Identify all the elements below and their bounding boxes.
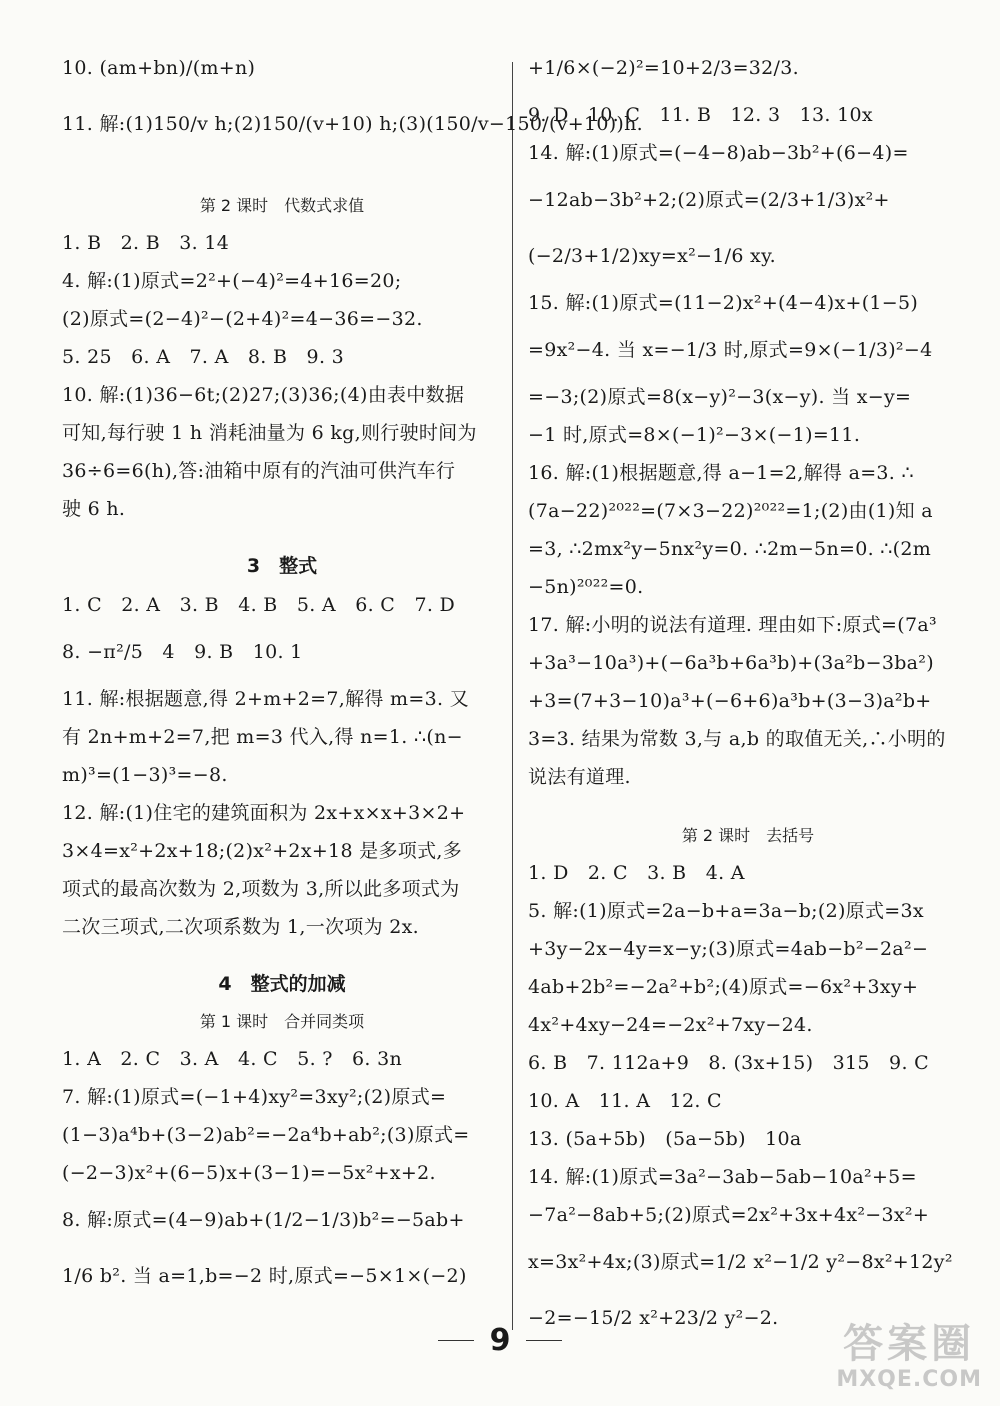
answer-line: +3=(7+3−10)a³+(−6+6)a³b+(3−3)a²b+ <box>528 690 932 712</box>
answer-line: (−2/3+1/2)xy=x²−1/6 xy. <box>528 245 776 267</box>
page-number: 9 <box>489 1322 511 1358</box>
answer-line: +1/6×(−2)²=10+2/3=32/3. <box>528 57 799 79</box>
watermark-title: 答案圈 <box>843 1321 976 1367</box>
answer-line: 3=3. 结果为常数 3,与 a,b 的取值无关,∴小明的 <box>528 728 946 750</box>
answer-line: (2)原式=(2−4)²−(2+4)²=4−36=−32. <box>62 308 423 330</box>
answer-line: 1/6 b². 当 a=1,b=−2 时,原式=−5×1×(−2) <box>62 1265 467 1287</box>
answer-line: 10. (am+bn)/(m+n) <box>62 57 256 79</box>
section-heading: 3 整式 <box>246 555 318 577</box>
answer-line: 有 2n+m+2=7,把 m=3 代入,得 n=1. ∴(n− <box>62 726 463 748</box>
answer-line: 13. (5a+5b) (5a−5b) 10a <box>528 1128 802 1150</box>
answer-line: 可知,每行驶 1 h 消耗油量为 6 kg,则行驶时间为 <box>62 422 477 444</box>
watermark-url: MXQE.COM <box>836 1367 982 1392</box>
section-subheading: 第 2 课时 去括号 <box>681 826 815 845</box>
answer-line: 15. 解:(1)原式=(11−2)x²+(4−4)x+(1−5) <box>528 292 919 314</box>
answer-line: 1. B 2. B 3. 14 <box>62 232 230 254</box>
answer-line: 6. B 7. 112a+9 8. (3x+15) 315 9. C <box>528 1052 929 1074</box>
answer-line: 5. 解:(1)原式=2a−b+a=3a−b;(2)原式=3x <box>528 900 924 922</box>
answer-line: x=3x²+4x;(3)原式=1/2 x²−1/2 y²−8x²+12y² <box>528 1251 953 1273</box>
right-column <box>528 40 968 1346</box>
answer-line: 9. D 10. C 11. B 12. 3 13. 10x <box>528 104 873 126</box>
answer-line: 1. D 2. C 3. B 4. A <box>528 862 745 884</box>
section-subheading: 第 2 课时 代数式求值 <box>199 196 365 215</box>
answer-line: 1. C 2. A 3. B 4. B 5. A 6. C 7. D <box>62 594 456 616</box>
answer-line: 16. 解:(1)根据题意,得 a−1=2,解得 a=3. ∴ <box>528 462 914 484</box>
answer-line: 4ab+2b²=−2a²+b²;(4)原式=−6x²+3xy+ <box>528 976 919 998</box>
answer-line: 1. A 2. C 3. A 4. C 5. ? 6. 3n <box>62 1048 403 1070</box>
answer-line: =9x²−4. 当 x=−1/3 时,原式=9×(−1/3)²−4 <box>528 339 933 361</box>
answer-line: 项式的最高次数为 2,项数为 3,所以此多项式为 <box>62 878 460 900</box>
footer-dash-left <box>438 1340 474 1341</box>
answer-line: +3a³−10a³)+(−6a³b+6a³b)+(3a²b−3ba²) <box>528 652 934 674</box>
answer-line: 17. 解:小明的说法有道理. 理由如下:原式=(7a³ <box>528 614 937 636</box>
answer-line: m)³=(1−3)³=−8. <box>62 764 228 786</box>
watermark-logo <box>836 1321 982 1392</box>
answer-line: −1 时,原式=8×(−1)²−3×(−1)=11. <box>528 424 861 446</box>
answer-line: 8. 解:原式=(4−9)ab+(1/2−1/3)b²=−5ab+ <box>62 1209 465 1231</box>
answer-line: 说法有道理. <box>528 766 631 788</box>
answer-line: 3×4=x²+2x+18;(2)x²+2x+18 是多项式,多 <box>62 840 463 862</box>
answer-line: −12ab−3b²+2;(2)原式=(2/3+1/3)x²+ <box>528 189 890 211</box>
answer-line: −2=−15/2 x²+23/2 y²−2. <box>528 1307 779 1329</box>
answer-line: −7a²−8ab+5;(2)原式=2x²+3x+4x²−3x²+ <box>528 1204 930 1226</box>
answer-line: =−3;(2)原式=8(x−y)²−3(x−y). 当 x−y= <box>528 386 912 408</box>
answer-line: (−2−3)x²+(6−5)x+(3−1)=−5x²+x+2. <box>62 1162 436 1184</box>
answer-line: +3y−2x−4y=x−y;(3)原式=4ab−b²−2a²− <box>528 938 929 960</box>
answer-line: 11. 解:根据题意,得 2+m+2=7,解得 m=3. 又 <box>62 688 469 710</box>
answer-line: 36÷6=6(h),答:油箱中原有的汽油可供汽车行 <box>62 460 456 482</box>
answer-line: 12. 解:(1)住宅的建筑面积为 2x+x×x+3×2+ <box>62 802 466 824</box>
answer-line: 4. 解:(1)原式=2²+(−4)²=4+16=20; <box>62 270 402 292</box>
footer-dash-right <box>526 1340 562 1341</box>
section-heading: 4 整式的加减 <box>218 973 346 995</box>
answer-line: 10. 解:(1)36−6t;(2)27;(3)36;(4)由表中数据 <box>62 384 465 406</box>
answer-line: 4x²+4xy−24=−2x²+7xy−24. <box>528 1014 813 1036</box>
answer-line: (7a−22)²⁰²²=(7×3−22)²⁰²²=1;(2)由(1)知 a <box>528 500 933 522</box>
section-subheading: 第 1 课时 合并同类项 <box>199 1012 365 1031</box>
answer-line: 10. A 11. A 12. C <box>528 1090 722 1112</box>
answer-line: 14. 解:(1)原式=3a²−3ab−5ab−10a²+5= <box>528 1166 917 1188</box>
answer-line: 5. 25 6. A 7. A 8. B 9. 3 <box>62 346 345 368</box>
answer-line: 7. 解:(1)原式=(−1+4)xy²=3xy²;(2)原式= <box>62 1086 447 1108</box>
column-divider <box>512 62 513 1330</box>
answer-line: −5n)²⁰²²=0. <box>528 576 644 598</box>
answer-line: 11. 解:(1)150/v h;(2)150/(v+10) h;(3)(150/v−150/(v+10))h. <box>62 113 644 135</box>
answer-line: 14. 解:(1)原式=(−4−8)ab−3b²+(6−4)= <box>528 142 909 164</box>
answer-line: 驶 6 h. <box>62 498 126 520</box>
answer-line: (1−3)a⁴b+(3−2)ab²=−2a⁴b+ab²;(3)原式= <box>62 1124 470 1146</box>
answer-line: =3, ∴2mx²y−5nx²y=0. ∴2m−5n=0. ∴(2m <box>528 538 932 560</box>
answer-line: 8. −π²/5 4 9. B 10. 1 <box>62 641 303 663</box>
answer-line: 二次三项式,二次项系数为 1,一次项为 2x. <box>62 916 419 938</box>
